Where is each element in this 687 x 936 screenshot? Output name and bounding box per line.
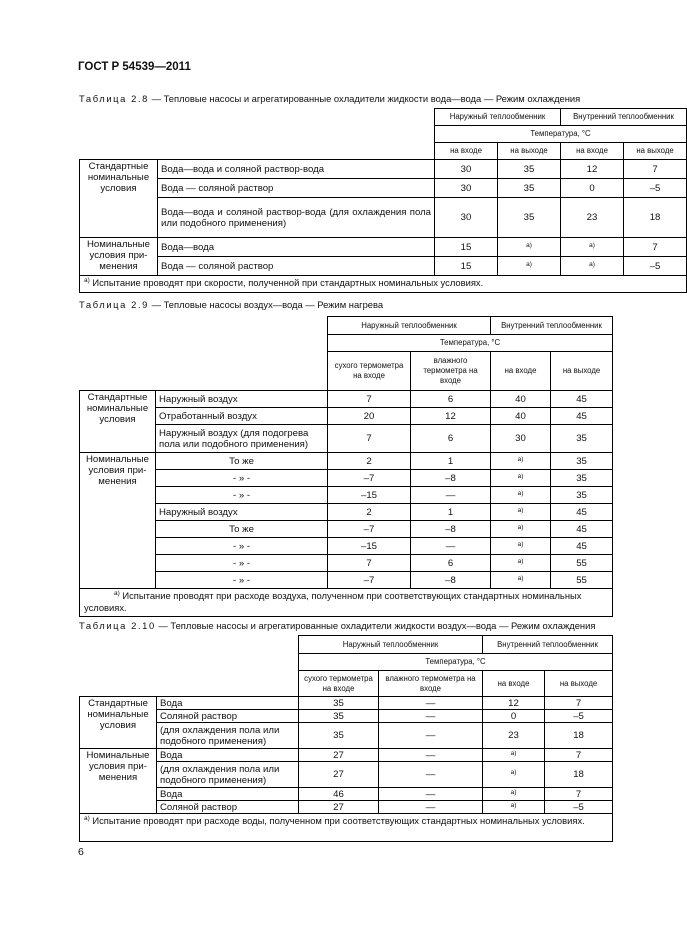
- footnote-ref: a): [526, 241, 532, 249]
- cell-value: [483, 749, 545, 762]
- row-description: Вода—вода и соляной раствор-вода: [158, 160, 435, 179]
- row-description: - » -: [156, 572, 328, 589]
- row-description: - » -: [156, 470, 328, 487]
- cell-value: 35: [299, 697, 379, 710]
- cell-value: –7: [328, 470, 411, 487]
- row-description: Вода — соляной раствор: [158, 257, 435, 276]
- table-row: [80, 487, 613, 504]
- cell-value: —: [411, 487, 491, 504]
- header-sub: на входе: [561, 143, 624, 160]
- cell-value: 7: [624, 238, 687, 257]
- header-sub: на входе: [491, 352, 551, 391]
- cell-value: –8: [411, 521, 491, 538]
- cell-value: [491, 470, 551, 487]
- cell-value: [483, 788, 545, 801]
- footnote-ref: a): [510, 769, 517, 776]
- header-sub: на выходе: [551, 352, 613, 391]
- row-description: Вода: [157, 788, 299, 801]
- header-sub: на выходе: [545, 671, 613, 697]
- header-inner-exchanger: Внутренний теплообменник: [561, 109, 687, 126]
- cell-value: 7: [545, 697, 613, 710]
- table-footnote: [80, 276, 687, 293]
- cell-value: 18: [545, 723, 613, 749]
- cell-value: 35: [299, 710, 379, 723]
- cell-value: 12: [561, 160, 624, 179]
- header-outer-exchanger: Наружный теплообменник: [299, 636, 483, 654]
- cell-value: 45: [551, 504, 613, 521]
- cell-value: —: [379, 697, 483, 710]
- blank-corner: [80, 109, 435, 160]
- cell-value: 15: [435, 238, 498, 257]
- group-standard-conditions: Стандартные номинальные условия: [80, 160, 158, 238]
- group-application-conditions: Номинальные условия применения: [80, 238, 158, 276]
- header-sub: сухого термометра на входе: [328, 352, 411, 391]
- table-row: [80, 425, 613, 453]
- cell-value: [498, 257, 561, 276]
- cell-value: 35: [551, 487, 613, 504]
- cell-value: 30: [435, 198, 498, 238]
- footnote-ref: a): [510, 788, 517, 796]
- table-row: [80, 179, 687, 198]
- header-sub: влажного термометра на входе: [379, 671, 483, 697]
- document-title: ГОСТ Р 54539—2011: [78, 61, 191, 73]
- table-row: [80, 572, 613, 589]
- cell-value: 2: [328, 504, 411, 521]
- row-description: Отработанный воздух: [156, 408, 328, 425]
- header-inner-exchanger: Внутренний теплообменник: [483, 636, 613, 654]
- cell-value: 7: [624, 160, 687, 179]
- cell-value: [498, 238, 561, 257]
- cell-value: [491, 572, 551, 589]
- cell-value: –5: [545, 801, 613, 814]
- table-row: [80, 762, 613, 788]
- cell-value: —: [379, 788, 483, 801]
- cell-value: 35: [299, 723, 379, 749]
- cell-value: [561, 238, 624, 257]
- table-row: [80, 160, 687, 179]
- cell-value: 45: [551, 408, 613, 425]
- cell-value: 1: [411, 504, 491, 521]
- header-sub: сухого термометра на входе: [299, 671, 379, 697]
- table-caption-text: — Тепловые насосы и агрегатированные охладители жидкости вода—вода — Режим охлаждения: [149, 93, 581, 104]
- footnote-ref: a): [589, 241, 595, 249]
- table-2-10: [79, 635, 613, 842]
- cell-value: –8: [411, 470, 491, 487]
- header-sub: влажного термометра на входе: [411, 352, 491, 391]
- cell-value: [561, 257, 624, 276]
- cell-value: –7: [328, 521, 411, 538]
- row-description: Вода: [157, 697, 299, 710]
- footnote-ref: a): [517, 489, 524, 497]
- row-description: Соляной раствор: [157, 710, 299, 723]
- table-2-10-caption: [79, 620, 595, 631]
- cell-value: 35: [551, 453, 613, 470]
- cell-value: [483, 801, 545, 814]
- cell-value: 45: [551, 521, 613, 538]
- cell-value: 1: [411, 453, 491, 470]
- footnote-text: Испытание проводят при расходе воздуха, полученном при соответствующих стандартных номинальных условиях.: [84, 590, 582, 613]
- row-description: Вода — соляной раствор: [158, 179, 435, 198]
- row-description: Наружный воздух: [156, 504, 328, 521]
- cell-value: [491, 521, 551, 538]
- cell-value: 55: [551, 572, 613, 589]
- cell-value: 27: [299, 749, 379, 762]
- cell-value: 18: [624, 198, 687, 238]
- cell-value: 35: [551, 425, 613, 453]
- table-row: [80, 408, 613, 425]
- cell-value: —: [379, 801, 483, 814]
- cell-value: –8: [411, 572, 491, 589]
- row-description: Наружный воздух: [156, 391, 328, 408]
- cell-value: [491, 504, 551, 521]
- row-description: Вода—вода: [158, 238, 435, 257]
- cell-value: —: [379, 710, 483, 723]
- group-application-conditions: Номинальные условия применения: [80, 453, 156, 589]
- cell-value: 7: [328, 555, 411, 572]
- header-sub: на выходе: [624, 143, 687, 160]
- table-row: [80, 391, 613, 408]
- table-row: [80, 257, 687, 276]
- header-outer-exchanger: Наружный теплообменник: [328, 317, 491, 335]
- cell-value: –5: [624, 257, 687, 276]
- row-description: (для охлаждения пола или подобного применения): [157, 762, 299, 788]
- row-description: То же: [156, 521, 328, 538]
- row-description: - » -: [156, 487, 328, 504]
- cell-value: 46: [299, 788, 379, 801]
- header-sub: на выходе: [498, 143, 561, 160]
- cell-value: [491, 453, 551, 470]
- cell-value: 18: [545, 762, 613, 788]
- cell-value: 35: [498, 179, 561, 198]
- footnote-ref: a): [526, 260, 532, 268]
- table-footnote: [80, 589, 613, 617]
- cell-value: —: [379, 749, 483, 762]
- table-row: [80, 453, 613, 470]
- row-description: Соляной раствор: [157, 801, 299, 814]
- cell-value: 7: [328, 391, 411, 408]
- page-number: 6: [78, 846, 84, 858]
- cell-value: 12: [411, 408, 491, 425]
- footnote-ref: a): [517, 574, 524, 582]
- cell-value: [491, 487, 551, 504]
- table-footnote: [80, 814, 613, 842]
- cell-value: —: [379, 762, 483, 788]
- cell-value: 2: [328, 453, 411, 470]
- footnote-ref: a): [510, 749, 517, 757]
- cell-value: 7: [545, 749, 613, 762]
- table-row: [80, 788, 613, 801]
- table-label: Таблица 2.10: [79, 620, 156, 631]
- footnote-ref: a): [517, 472, 524, 480]
- cell-value: [483, 762, 545, 788]
- table-2-9-caption: [79, 299, 383, 310]
- cell-value: –5: [545, 710, 613, 723]
- cell-value: 23: [483, 723, 545, 749]
- cell-value: 6: [411, 391, 491, 408]
- group-application-conditions: Номинальные условия применения: [80, 749, 157, 814]
- footnote-ref: a): [510, 801, 517, 809]
- cell-value: 40: [491, 408, 551, 425]
- table-row: [80, 710, 613, 723]
- cell-value: 20: [328, 408, 411, 425]
- cell-value: 0: [561, 179, 624, 198]
- cell-value: –7: [328, 572, 411, 589]
- cell-value: 30: [491, 425, 551, 453]
- cell-value: —: [411, 538, 491, 555]
- header-temperature: Температура, °С: [328, 335, 613, 352]
- footnote-ref: a): [517, 523, 524, 531]
- cell-value: 27: [299, 762, 379, 788]
- row-description: - » -: [156, 555, 328, 572]
- row-description: Вода: [157, 749, 299, 762]
- blank-corner: [80, 317, 328, 391]
- cell-value: [491, 538, 551, 555]
- footnote-mark: a): [84, 815, 90, 822]
- table-row: [80, 238, 687, 257]
- cell-value: 45: [551, 538, 613, 555]
- cell-value: 30: [435, 179, 498, 198]
- cell-value: 12: [483, 697, 545, 710]
- row-description: То же: [156, 453, 328, 470]
- cell-value: 35: [498, 198, 561, 238]
- row-description: Вода—вода и соляной раствор-вода (для охлаждения пола или подобного применения): [158, 198, 435, 238]
- cell-value: –5: [624, 179, 687, 198]
- cell-value: 30: [435, 160, 498, 179]
- cell-value: 27: [299, 801, 379, 814]
- table-2-9: [79, 316, 613, 617]
- table-caption-text: — Тепловые насосы воздух—вода — Режим нагрева: [149, 299, 384, 310]
- table-row: [80, 697, 613, 710]
- cell-value: 7: [545, 788, 613, 801]
- table-label: Таблица 2.9: [79, 299, 149, 310]
- footnote-ref: a): [517, 540, 524, 548]
- header-sub: на входе: [435, 143, 498, 160]
- row-description: Наружный воздух (для подогрева пола или подобного применения): [156, 425, 328, 453]
- cell-value: 35: [498, 160, 561, 179]
- cell-value: 6: [411, 425, 491, 453]
- header-outer-exchanger: Наружный теплообменник: [435, 109, 561, 126]
- footnote-ref: a): [517, 557, 524, 565]
- table-label: Таблица 2.8: [79, 93, 149, 104]
- footnote-text: Испытание проводят при скорости, полученной при стандартных номинальных условиях.: [89, 277, 484, 288]
- row-description: (для охлаждения пола или подобного применения): [157, 723, 299, 749]
- footnote-text: Испытание проводят при расходе воды, полученном при соответствующих стандартных номинальных условиях.: [89, 815, 585, 826]
- group-standard-conditions: Стандартные номинальные условия: [80, 697, 157, 749]
- row-description: - » -: [156, 538, 328, 555]
- table-caption-text: — Тепловые насосы и агрегатированные охладители жидкости воздух—вода — Режим охлаждения: [155, 620, 596, 631]
- blank-corner: [80, 636, 299, 697]
- table-row: [80, 723, 613, 749]
- header-temperature: Температура, °С: [299, 654, 613, 671]
- group-standard-conditions: Стандартные номинальные условия: [80, 391, 156, 453]
- table-row: [80, 555, 613, 572]
- cell-value: 23: [561, 198, 624, 238]
- footnote-mark: a): [84, 277, 90, 284]
- table-row: [80, 470, 613, 487]
- footnote-ref: a): [517, 455, 524, 463]
- cell-value: 7: [328, 425, 411, 453]
- cell-value: 55: [551, 555, 613, 572]
- table-row: [80, 504, 613, 521]
- header-sub: на входе: [483, 671, 545, 697]
- cell-value: 15: [435, 257, 498, 276]
- table-row: [80, 198, 687, 238]
- table-row: [80, 801, 613, 814]
- table-row: [80, 538, 613, 555]
- cell-value: [491, 555, 551, 572]
- cell-value: –15: [328, 487, 411, 504]
- header-temperature: Температура, °С: [435, 126, 687, 143]
- cell-value: 0: [483, 710, 545, 723]
- cell-value: 45: [551, 391, 613, 408]
- table-row: [80, 749, 613, 762]
- table-row: [80, 521, 613, 538]
- footnote-ref: a): [589, 260, 595, 268]
- table-2-8: [79, 108, 687, 293]
- footnote-ref: a): [517, 506, 524, 514]
- cell-value: 40: [491, 391, 551, 408]
- table-2-8-caption: [79, 93, 580, 104]
- cell-value: 6: [411, 555, 491, 572]
- cell-value: 35: [551, 470, 613, 487]
- header-inner-exchanger: Внутренний теплообменник: [491, 317, 613, 335]
- footnote-mark: a): [114, 590, 120, 597]
- cell-value: —: [379, 723, 483, 749]
- cell-value: –15: [328, 538, 411, 555]
